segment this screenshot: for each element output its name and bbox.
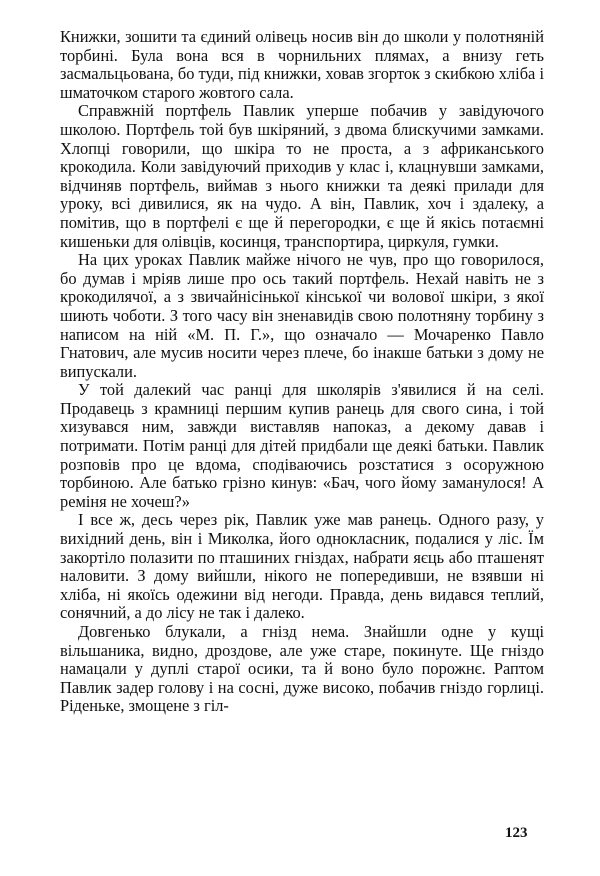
page-text-body — [60, 28, 544, 716]
paragraph-1: Книжки, зошити та єдиний олівець носив він до школи у полотняній торбині. Була вона вся в чорнильних плямах, а внизу геть засмальцьована, бо туди, під книжки, ховав згорток з скибкою хліба і шматочком старого жовтого сала. — [60, 27, 544, 102]
paragraph-3: На цих уроках Павлик майже нічого не чув, про що говорилося, бо думав і мріяв лише про ось такий портфель. Нехай навіть не з крокодилячої, а з звичайнісінької кінської чи волової шкіри, з якої шиють чоботи. З того часу він зненавидів свою полотняну торбину з написом на ній «М. П. Г.», що означало — Мочаренко Павло Гнатович, але мусив носити через плече, бо інакше батьки з дому не випускали. — [60, 250, 544, 381]
paragraph-4: У той далекий час ранці для школярів з'явилися й на селі. Продавець з крамниці першим купив ранець для свого сина, і той хизувався ним, завжди виставляв напоказ, а декому давав і потримати. Потім ранці для дітей придбали ще деякі батьки. Павлик розповів про це вдома, сподіваючись розстатися з осоружною торбиною. Але батько грізно кинув: «Бач, чого йому заманулося! А реміня не хочеш?» — [60, 380, 544, 511]
paragraph-5: І все ж, десь через рік, Павлик уже мав ранець. Одного разу, у вихідний день, він і Миколка, його однокласник, подалися у ліс. Їм закортіло полазити по пташиних гніздах, набрати яєць або пташенят наловити. З дому вийшли, нікого не попередивши, не взявши ні хліба, ні якоїсь одежини від негоди. Правда, день видався теплий, сонячний, а до лісу не так і далеко. — [60, 510, 544, 623]
paragraph-2: Справжній портфель Павлик уперше побачив у завідуючого школою. Портфель той був шкіряний, з двома блискучими замками. Хлопці говорили, що шкіра то не проста, а з африканського крокодила. Коли завідуючий приходив у клас і, клацнувши замками, відчиняв портфель, виймав з нього книжки та деякі прилади для уроку, всі дивилися, як на чудо. А він, Павлик, хоч і здалеку, а помітив, що в портфелі є ще й перегородки, є ще й якісь потаємні кишеньки для олівців, косинця, транспортира, циркуля, гумки. — [60, 101, 544, 251]
paragraph-6: Довгенько блукали, а гнізд нема. Знайшли одне у кущі вільшаника, видно, дроздове, але уже старе, покинуте. Ще гніздо намацали у дуплі старої осики, та й воно було порожнє. Раптом Павлик задер голову і на сосні, дуже високо, побачив гніздо горлиці. Ріденьке, змощене з гіл- — [60, 622, 544, 716]
page-number: 123 — [505, 825, 528, 841]
